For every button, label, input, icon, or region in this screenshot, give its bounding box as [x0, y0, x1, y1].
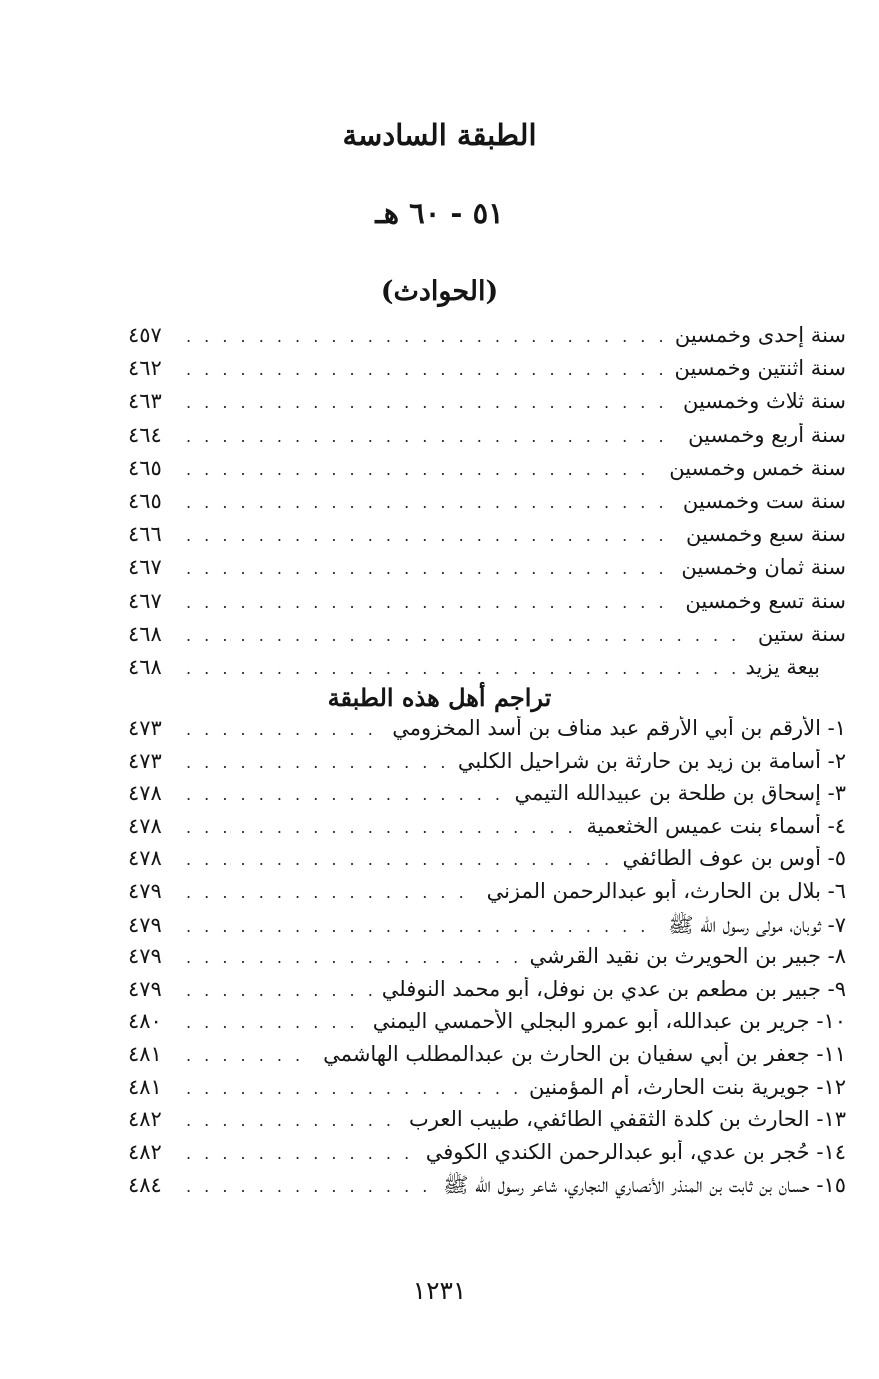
toc-biography-entry[interactable]	[128, 944, 846, 977]
dot-leader	[186, 1177, 433, 1196]
dot-leader	[186, 720, 382, 739]
toc-event-entry-title: سنة ست وخمسين	[682, 489, 846, 513]
toc-biography-entry-title: ١٥- حسان بن ثابت بن المنذر الأنصاري النجاري، شاعر رسول الله ﷺ	[443, 1173, 846, 1198]
toc-event-entry-page-number: ٤٦٤	[128, 422, 162, 447]
toc-event-entry-page-number: ٤٦٨	[128, 621, 162, 646]
toc-biography-entry-title: ١٢- جويرية بنت الحارث، أم المؤمنين	[528, 1074, 846, 1099]
toc-event-entry-page-number: ٤٦٣	[128, 389, 162, 414]
page-number: ١٢٣١	[412, 1276, 467, 1305]
toc-biography-entry-page-number: ٤٧٩	[128, 976, 162, 1001]
biographies-heading: تراجم أهل هذه الطبقة	[327, 683, 552, 712]
toc-event-entry-page-number: ٤٥٧	[128, 323, 162, 347]
toc-biography-entry-page-number: ٤٨١	[128, 1042, 162, 1066]
toc-event-entry-title: سنة سبع وخمسين	[686, 522, 846, 547]
toc-biography-entry-page-number: ٤٧٨	[128, 781, 162, 806]
toc-biography-entry[interactable]	[128, 879, 846, 912]
toc-biography-entry-title: ١٠- جرير بن عبدالله، أبو عمرو البجلي الأحمسي اليمني	[372, 1009, 846, 1034]
toc-event-entry[interactable]	[128, 622, 846, 655]
dot-leader	[186, 1144, 416, 1163]
dot-leader	[186, 753, 448, 772]
toc-biography-entry-page-number: ٤٨١	[128, 1074, 162, 1099]
toc-biography-entry[interactable]	[128, 977, 846, 1010]
toc-event-entry-page-number: ٤٦٥	[128, 455, 162, 480]
toc-biography-entry[interactable]	[128, 814, 846, 847]
dot-leader	[186, 1046, 313, 1065]
dot-leader	[186, 1111, 399, 1130]
toc-event-entry-title: بيعة يزيد	[745, 655, 820, 679]
toc-event-entry[interactable]	[128, 323, 846, 356]
toc-biography-entry[interactable]	[128, 1140, 846, 1173]
toc-event-entry-page-number: ٤٦٨	[128, 655, 162, 679]
dot-leader	[186, 981, 372, 1000]
toc-biography-entry[interactable]	[128, 1107, 846, 1140]
toc-event-entry-title: سنة خمس وخمسين	[669, 455, 846, 480]
toc-event-entry-title: سنة إحدى وخمسين	[674, 323, 846, 347]
toc-event-entry-title: سنة ثمان وخمسين	[681, 555, 846, 580]
dot-leader	[186, 427, 678, 446]
toc-biography-entry-title: ١- الأرقم بن أبي الأرقم عبد مناف بن أسد المخزومي	[392, 716, 846, 740]
toc-biography-entry-page-number: ٤٨٤	[128, 1173, 162, 1198]
dot-leader	[186, 948, 519, 967]
toc-biography-entry[interactable]	[128, 1075, 846, 1108]
toc-event-entry[interactable]	[128, 489, 846, 522]
toc-biography-entry[interactable]	[128, 846, 846, 879]
dot-leader	[186, 626, 748, 645]
dot-leader	[186, 559, 671, 578]
toc-event-entry[interactable]	[128, 356, 846, 389]
dot-leader	[186, 659, 735, 678]
toc-event-entry-page-number: ٤٦٧	[128, 588, 162, 613]
toc-biography-entry-title: ٦- بلال بن الحارث، أبو عبدالرحمن المزني	[486, 879, 846, 903]
toc-event-entry-page-number: ٤٦٦	[128, 522, 162, 547]
toc-event-entry[interactable]	[128, 522, 846, 555]
dot-leader	[186, 360, 664, 379]
toc-biography-entry-title: ٢- أسامة بن زيد بن حارثة بن شراحيل الكلبي	[457, 748, 846, 773]
dot-leader	[186, 460, 659, 479]
toc-biography-entry-title: ١٣- الحارث بن كلدة الثقفي الطائفي، طبيب العرب	[409, 1107, 846, 1132]
toc-biography-entry-page-number: ٤٧٩	[128, 944, 162, 969]
dot-leader	[186, 917, 658, 936]
toc-biography-entry-page-number: ٤٧٩	[128, 879, 162, 903]
dot-leader	[186, 526, 676, 545]
toc-biography-entry-title: ٣- إسحاق بن طلحة بن عبيدالله التيمي	[514, 781, 846, 806]
toc-biography-entry[interactable]	[128, 781, 846, 814]
dot-leader	[186, 785, 505, 804]
dot-leader	[186, 818, 577, 837]
toc-biography-entry-page-number: ٤٨٢	[128, 1107, 162, 1132]
dot-leader	[186, 593, 675, 612]
toc-biography-entry-title: ٥- أوس بن عوف الطائفي	[622, 846, 846, 871]
dot-leader	[186, 327, 665, 346]
toc-biography-entry-page-number: ٤٧٩	[128, 912, 162, 937]
section-title: الطبقة السادسة	[342, 118, 537, 152]
toc-biography-entry-title: ٩- جبير بن مطعم بن عدي بن نوفل، أبو محمد النوفلي	[381, 976, 846, 1001]
dot-leader	[186, 883, 477, 902]
toc-event-entry-page-number: ٤٦٢	[128, 356, 162, 381]
toc-biography-entry-title: ٨- جبير بن الحويرث بن نقيد القرشي	[529, 944, 846, 969]
toc-biography-entry-page-number: ٤٨٢	[128, 1139, 162, 1164]
toc-event-entry-page-number: ٤٦٥	[128, 489, 162, 513]
toc-event-entry[interactable]	[128, 555, 846, 588]
toc-event-entry-title: سنة ثلاث وخمسين	[682, 389, 846, 414]
toc-biography-entry-page-number: ٤٧٨	[128, 846, 162, 871]
toc-biography-entry[interactable]	[128, 749, 846, 782]
toc-biography-entry-title: ١١- جعفر بن أبي سفيان بن الحارث بن عبدالمطلب الهاشمي	[323, 1042, 846, 1066]
toc-event-entry-title: سنة ستين	[757, 621, 846, 646]
toc-biography-entry[interactable]	[128, 1172, 846, 1205]
toc-biography-entry[interactable]	[128, 716, 846, 749]
dot-leader	[186, 1079, 519, 1098]
dot-leader	[186, 393, 673, 412]
year-range: ٥١ - ٦٠ هـ	[375, 196, 504, 230]
toc-biography-entry-title: ٧- ثوبان، مولى رسول الله ﷺ	[668, 912, 846, 937]
toc-event-entry[interactable]	[128, 389, 846, 422]
toc-biography-entry-page-number: ٤٨٠	[128, 1009, 162, 1034]
dot-leader	[186, 1013, 363, 1032]
toc-event-entry-title: سنة تسع وخمسين	[685, 588, 846, 613]
toc-biography-entry-title: ١٤- حُجر بن عدي، أبو عبدالرحمن الكندي الكوفي	[425, 1139, 846, 1164]
toc-event-entry-title: سنة أربع وخمسين	[688, 422, 846, 447]
toc-event-entry[interactable]	[128, 423, 846, 456]
toc-event-entry-title: سنة اثنتين وخمسين	[674, 356, 846, 381]
toc-biography-entry[interactable]	[128, 1042, 846, 1075]
toc-event-entry[interactable]	[128, 456, 846, 489]
toc-biography-entry[interactable]	[128, 912, 846, 945]
events-heading: (الحوادث)	[380, 276, 499, 307]
toc-biography-entry-title: ٤- أسماء بنت عميس الخثعمية	[586, 813, 846, 838]
toc-event-entry-page-number: ٤٦٧	[128, 555, 162, 580]
toc-biography-entry-page-number: ٤٧٣	[128, 748, 162, 773]
toc-biography-entry[interactable]	[128, 1009, 846, 1042]
dot-leader	[186, 850, 613, 869]
dot-leader	[186, 493, 673, 512]
toc-event-entry[interactable]	[128, 589, 846, 622]
toc-biography-entry-page-number: ٤٧٨	[128, 813, 162, 838]
toc-biography-entry-page-number: ٤٧٣	[128, 716, 162, 740]
